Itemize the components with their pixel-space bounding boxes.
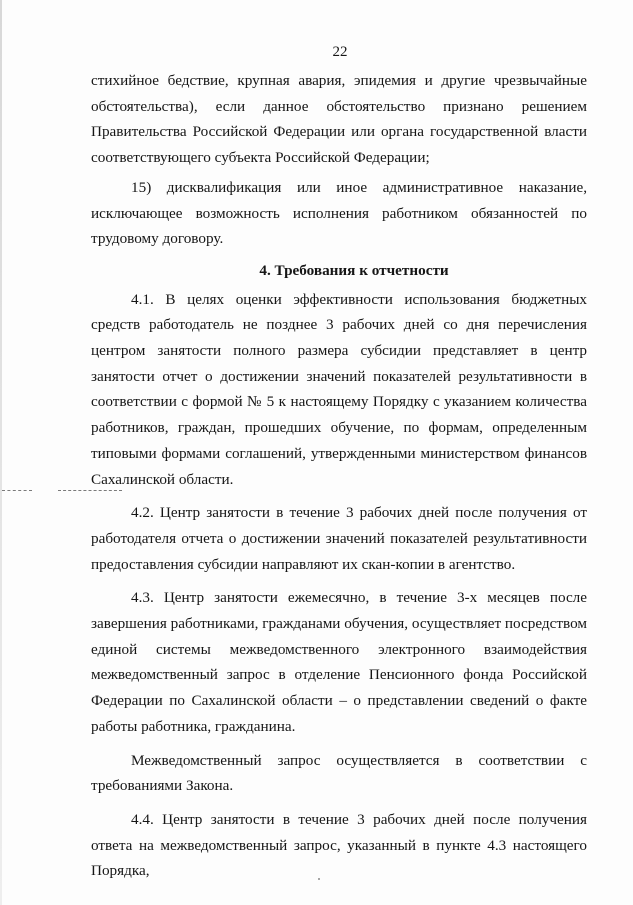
paragraph-item-15: 15) дисквалификация или иное административное наказание, исключающее возможность исполнения работником обязанностей по трудовому договору. <box>91 178 587 248</box>
paragraph-4-1: 4.1. В целях оценки эффективности использования бюджетных средств работодатель не позднее 3 рабочих дней со дня перечисления центром занятости полного размера субсидии представляет в центр занятости отчет о достижении значений показателей результативности в соответствии с формой № 5 к настоящему Порядку с указанием количества работников, граждан, прошедших обучение, по формам, определенным типовыми формами соглашений, утвержденными министерством финансов Сахалинской области. <box>91 290 587 488</box>
paragraph-continuation: стихийное бедствие, крупная авария, эпидемия и другие чрезвычайные обстоятельства), если данное обстоятельство признано решением Правительства Российской Федерации или органа государственной власти соответствующего субъекта Российской Федерации; <box>91 72 587 167</box>
scan-artifact-dot <box>318 878 320 880</box>
scan-edge <box>0 0 2 905</box>
paragraph-4-4: 4.4. Центр занятости в течение 3 рабочих дней после получения ответа на межведомственный запрос, указанный в пункте 4.3 настоящего Порядка, <box>91 810 587 880</box>
document-body <box>91 68 587 884</box>
page-number: 22 <box>332 44 348 60</box>
paragraph-4-2: 4.2. Центр занятости в течение 3 рабочих дней после получения от работодателя отчета о достижении значений показателей результативности предоставления субсидии направляют их скан-копии в агентство. <box>91 504 587 573</box>
paragraph-4-3: 4.3. Центр занятости ежемесячно, в течение 3-х месяцев после завершения работниками, гражданами обучения, осуществляет посредством единой системы межведомственного электронного взаимодействия межведомственный запрос в отделение Пенсионного фонда Российской Федерации по Сахалинской области – о представлении сведений о факте работы работника, гражданина. <box>91 589 587 735</box>
scan-artifact-mark <box>58 490 122 492</box>
section-heading: 4. Требования к отчетности <box>259 261 449 279</box>
paragraph-interagency-request: Межведомственный запрос осуществляется в соответствии с требованиями Закона. <box>91 751 587 795</box>
scan-artifact-mark <box>2 490 32 492</box>
